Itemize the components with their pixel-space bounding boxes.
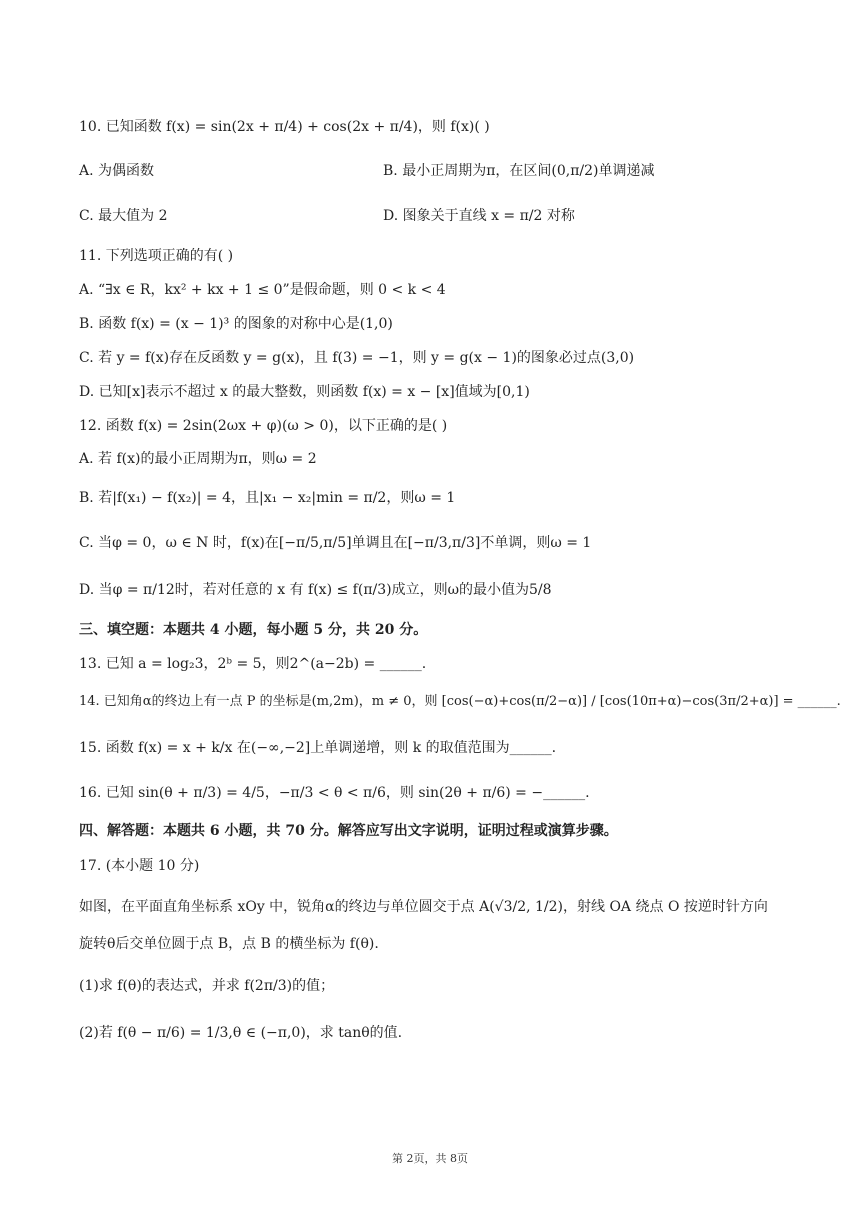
section-3-heading: 三、填空题：本题共 4 小题，每小题 5 分，共 20 分。 — [79, 622, 428, 638]
page-footer: 第 2页，共 8页 — [392, 1152, 468, 1165]
q17-part-2: (2)若 f(θ − π/6) = 1/3,θ ∈ (−π,0)，求 tanθ的值. — [79, 1025, 403, 1041]
question-11: 11. 下列选项正确的有( ) — [79, 248, 234, 264]
q11-option-a: A. “∃x ∈ R，kx² + kx + 1 ≤ 0”是假命题，则 0 < k < 4 — [79, 282, 446, 298]
q10-option-a: A. 为偶函数 — [79, 163, 155, 179]
q10-option-b: B. 最小正周期为π，在区间(0,π/2)单调递减 — [383, 163, 655, 179]
question-16: 16. 已知 sin(θ + π/3) = 4/5，−π/3 < θ < π/6，则 sin(2θ + π/6) = −______. — [79, 785, 590, 801]
section-4-heading: 四、解答题：本题共 6 小题，共 70 分。解答应写出文字说明，证明过程或演算步骤。 — [79, 823, 618, 839]
q11-option-c: C. 若 y = f(x)存在反函数 y = g(x)，且 f(3) = −1，则 y = g(x − 1)的图象必过点(3,0) — [79, 350, 635, 366]
question-17-title: 17. (本小题 10 分) — [79, 858, 200, 874]
q12-option-b: B. 若|f(x₁) − f(x₂)| = 4，且|x₁ − x₂|min = π/2，则ω = 1 — [79, 490, 456, 506]
question-10: 10. 已知函数 f(x) = sin(2x + π/4) + cos(2x + π/4)，则 f(x)( ) — [79, 119, 490, 135]
q17-part-1: (1)求 f(θ)的表达式，并求 f(2π/3)的值； — [79, 978, 335, 994]
q10-option-d: D. 图象关于直线 x = π/2 对称 — [383, 208, 575, 224]
question-15: 15. 函数 f(x) = x + k/x 在(−∞,−2]上单调递增，则 k 的取值范围为______. — [79, 740, 557, 756]
question-12: 12. 函数 f(x) = 2sin(2ωx + φ)(ω > 0)，以下正确的是( ) — [79, 418, 448, 434]
q11-option-d: D. 已知[x]表示不超过 x 的最大整数，则函数 f(x) = x − [x]值域为[0,1) — [79, 384, 530, 400]
q11-option-b: B. 函数 f(x) = (x − 1)³ 的图象的对称中心是(1,0) — [79, 316, 393, 332]
q12-option-c: C. 当φ = 0，ω ∈ N 时，f(x)在[−π/5,π/5]单调且在[−π/3,π/3]不单调，则ω = 1 — [79, 535, 592, 551]
question-13: 13. 已知 a = log₂3，2ᵇ = 5，则2^(a−2b) = ______. — [79, 656, 427, 672]
q17-stem-line-2: 旋转θ后交单位圆于点 B，点 B 的横坐标为 f(θ). — [79, 936, 379, 952]
q17-stem-line-1: 如图，在平面直角坐标系 xOy 中，锐角α的终边与单位圆交于点 A(√3/2, 1/2)，射线 OA 绕点 O 按逆时针方向 — [79, 899, 768, 915]
q12-option-a: A. 若 f(x)的最小正周期为π，则ω = 2 — [79, 451, 317, 467]
q10-option-c: C. 最大值为 2 — [79, 208, 168, 224]
question-14: 14. 已知角α的终边上有一点 P 的坐标是(m,2m)，m ≠ 0，则 [cos(−α)+cos(π/2−α)] / [cos(10π+α)−cos(3π/2+α)] = ______. — [79, 694, 841, 709]
q12-option-d: D. 当φ = π/12时，若对任意的 x 有 f(x) ≤ f(π/3)成立，则ω的最小值为5/8 — [79, 582, 552, 598]
